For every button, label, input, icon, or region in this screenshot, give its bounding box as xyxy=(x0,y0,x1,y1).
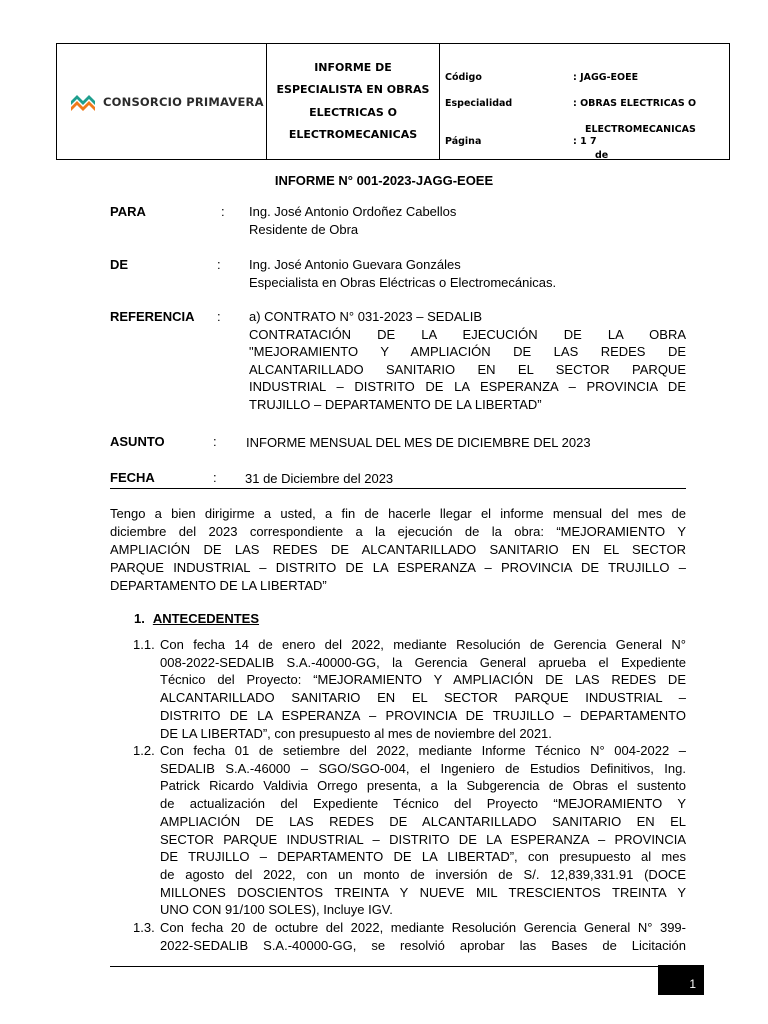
document-title: INFORME N° 001-2023-JAGG-EOEE xyxy=(274,173,494,188)
item-body xyxy=(160,742,686,919)
header-title-line: INFORME DE xyxy=(314,60,392,74)
item-line: SEDALIB S.A.-46000 – SGO/SGO-004, el Ingeniero de Estudios Definitivos, Ing. xyxy=(160,760,686,776)
header-title-line: ELECTROMECANICAS xyxy=(288,128,418,141)
especialidad-label: Especialidad xyxy=(445,98,513,109)
item-line: MILLONES DOSCIENTOS TREINTA Y NUEVE MIL TRESCIENTOS TREINTA Y xyxy=(160,884,686,900)
company-name: CONSORCIO PRIMAVERA xyxy=(103,94,264,109)
referencia-colon: : xyxy=(217,309,221,324)
para-value xyxy=(249,203,456,238)
codigo-value: : JAGG-EOEE xyxy=(573,72,639,83)
de-value xyxy=(249,256,556,291)
item-line: UNO CON 91/100 SOLES), Incluye IGV. xyxy=(160,902,393,918)
asunto-label: ASUNTO xyxy=(110,434,165,449)
item-line: DE LA LIBERTAD”, con presupuesto al mes de noviembre del 2021. xyxy=(160,725,552,741)
codigo-label: Código xyxy=(445,72,482,83)
pagina-value: : 1 7 xyxy=(573,136,597,147)
item-line: de actualización del Expediente Técnico del Proyecto “MEJORAMIENTO Y xyxy=(160,796,686,812)
item-line: DISTRITO DE LA ESPERANZA – PROVINCIA DE TRUJILLO – DEPARTAMENTO xyxy=(160,707,686,723)
intro-line: Tengo a bien dirigirme a usted, a fin de hacerle llegar el informe mensual del mes de xyxy=(110,506,686,521)
pagina-de: de xyxy=(595,150,609,161)
item-line: DE TRUJILLO – DEPARTAMENTO DE LA LIBERTAD”, con presupuesto al mes xyxy=(160,849,686,865)
intro-line: AMPLIACIÓN DE LAS REDES DE ALCANTARILLADO SANITARIO EN EL SECTOR xyxy=(110,542,686,557)
pagina-label: Página xyxy=(445,136,482,147)
section-title: ANTECEDENTES xyxy=(152,611,260,626)
item-body xyxy=(160,636,686,742)
item-line: de agosto del 2022, con un monto de inversión de S/. 12,839,331.91 (DOCE xyxy=(160,866,686,882)
item-line: 2022-SEDALIB S.A.-40000-GG, se resolvió aprobar las Bases de Licitación xyxy=(160,937,686,953)
item-line: SECTOR PARQUE INDUSTRIAL – DISTRITO DE LA ESPERANZA – PROVINCIA xyxy=(160,831,686,847)
section-heading xyxy=(134,611,259,626)
intro-line: DEPARTAMENTO DE LA LIBERTAD” xyxy=(110,578,327,593)
header-title-line: ELECTRICAS O xyxy=(309,105,397,119)
item-line: Con fecha 14 de enero del 2022, mediante Resolución de Gerencia General N° xyxy=(160,637,686,652)
para-colon: : xyxy=(221,204,225,219)
item-line: Técnico del Proyecto: “MEJORAMIENTO Y AMPLIACIÓN DE LAS REDES DE xyxy=(160,672,686,688)
consorcio-logo-icon xyxy=(69,91,97,113)
intro-line: diciembre del 2023 correspondiente a la ejecución de la obra: “MEJORAMIENTO Y xyxy=(110,524,686,539)
item-number: 1.3. xyxy=(133,920,155,935)
para-label: PARA xyxy=(110,204,146,219)
de-line: Ing. José Antonio Guevara Gonzáles xyxy=(249,257,461,272)
especialidad-value: : OBRAS ELECTRICAS O xyxy=(573,98,697,109)
de-line: Especialista en Obras Eléctricas o Electromecánicas. xyxy=(249,274,557,290)
intro-line: PARQUE INDUSTRIAL – DISTRITO DE LA ESPERANZA – PROVINCIA DE TRUJILLO – xyxy=(110,560,686,575)
company-logo xyxy=(57,44,267,159)
item-number: 1.2. xyxy=(133,743,155,758)
referencia-value xyxy=(249,308,686,413)
fecha-colon: : xyxy=(213,470,217,485)
item-line: Con fecha 20 de octubre del 2022, mediante Resolución Gerencia General N° 399- xyxy=(160,920,686,935)
page-number: 1 xyxy=(658,965,704,995)
referencia-line: ALCANTARILLADO SANITARIO EN EL SECTOR PARQUE xyxy=(249,361,686,377)
header-divider xyxy=(110,488,686,489)
footer-rule xyxy=(110,966,658,967)
item-line: ALCANTARILLADO SANITARIO EN EL SECTOR PARQUE INDUSTRIAL – xyxy=(160,690,686,706)
para-line: Residente de Obra xyxy=(249,221,359,237)
referencia-line: CONTRATACIÓN DE LA EJECUCIÓN DE LA OBRA xyxy=(249,326,686,342)
referencia-line: a) CONTRATO N° 031-2023 – SEDALIB xyxy=(249,309,483,324)
especialidad-value-2: ELECTROMECANICAS xyxy=(585,124,696,135)
item-line: AMPLIACIÓN DE LAS REDES DE ALCANTARILLADO SANITARIO EN EL xyxy=(160,813,686,829)
asunto-value: INFORME MENSUAL DEL MES DE DICIEMBRE DEL 2023 xyxy=(246,435,591,450)
item-line: Con fecha 01 de setiembre del 2022, mediante Informe Técnico N° 004-2022 – xyxy=(160,743,686,758)
referencia-label: REFERENCIA xyxy=(110,309,195,324)
header-meta xyxy=(440,44,729,159)
referencia-line: TRUJILLO – DEPARTAMENTO DE LA LIBERTAD” xyxy=(249,396,542,412)
section-number: 1. xyxy=(134,611,145,626)
de-label: DE xyxy=(110,257,129,272)
item-number: 1.1. xyxy=(133,637,155,652)
header-title xyxy=(267,44,440,159)
document-header xyxy=(56,43,730,160)
de-colon: : xyxy=(217,257,221,272)
para-line: Ing. José Antonio Ordoñez Cabellos xyxy=(249,204,457,219)
header-title-line: ESPECIALISTA EN OBRAS xyxy=(276,83,430,96)
referencia-line: "MEJORAMIENTO Y AMPLIACIÓN DE LAS REDES DE xyxy=(249,344,686,359)
item-line: 008-2022-SEDALIB S.A.-40000-GG, la Gerencia General aprueba el Expediente xyxy=(160,654,686,670)
asunto-colon: : xyxy=(213,434,217,449)
fecha-value: 31 de Diciembre del 2023 xyxy=(245,471,394,486)
item-line: Patrick Ricardo Valdivia Orrego presenta, a la Subgerencia de Obras el sustento xyxy=(160,778,686,794)
referencia-line: INDUSTRIAL – DISTRITO DE LA ESPERANZA – PROVINCIA DE xyxy=(249,379,686,394)
fecha-label: FECHA xyxy=(110,470,155,485)
intro-paragraph xyxy=(110,505,686,595)
item-body xyxy=(160,919,686,954)
